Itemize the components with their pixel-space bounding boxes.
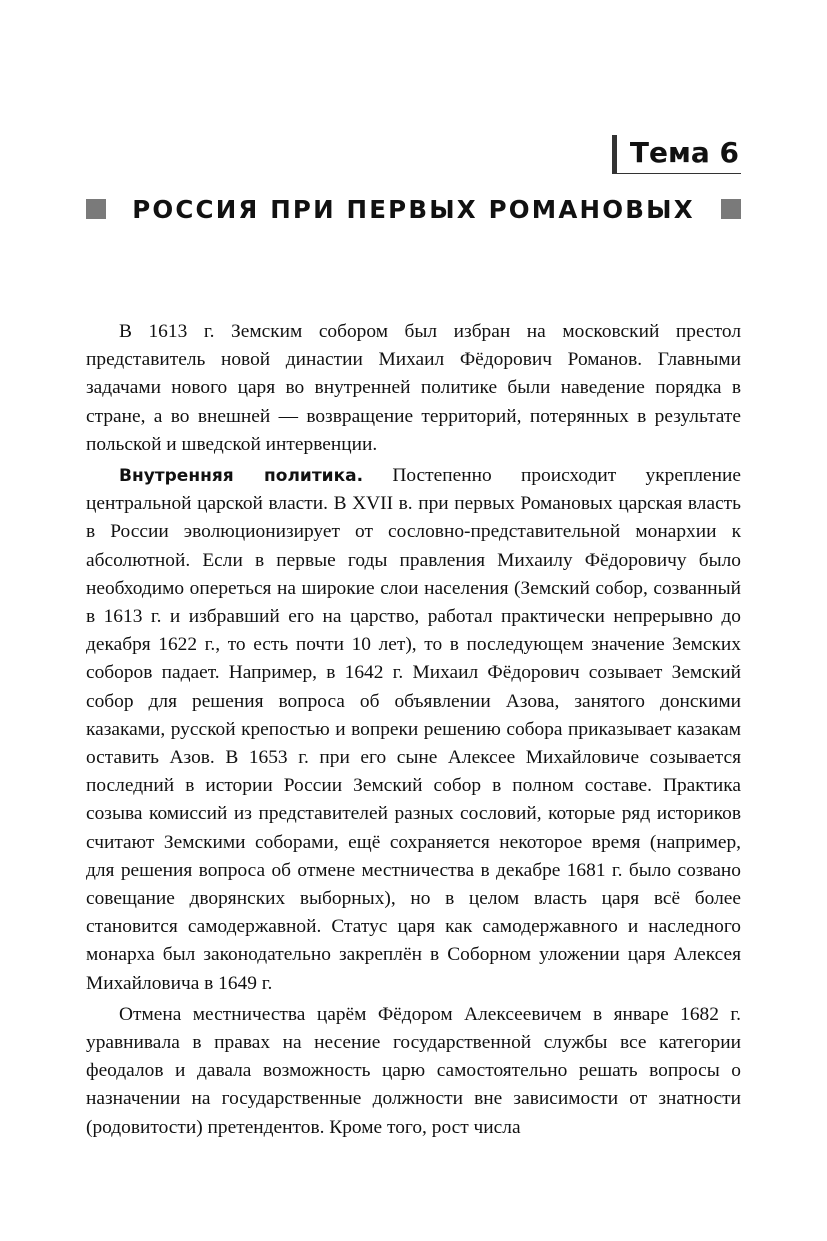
paragraph	[86, 1001, 741, 1142]
section-lead: Внутренняя политика.	[119, 466, 364, 487]
topic-label: Тема 6	[612, 135, 741, 174]
paragraph	[86, 318, 741, 459]
chapter-heading	[86, 192, 741, 226]
body-text	[86, 318, 741, 1145]
paragraph	[86, 462, 741, 998]
left-square-marker	[86, 199, 106, 219]
chapter-title: РОССИЯ ПРИ ПЕРВЫХ РОМАНОВЫХ	[132, 194, 695, 224]
paragraph-text: Отмена местничества царём Фёдором Алексеевичем в январе 1682 г. уравнивала в правах на несение государственной службы все категории феодалов и давала возможность царю самостоятельно решать вопросы о назначении на государственные должности вне зависимости от знатности (родовитости) претендентов. Кроме того, рост числа	[86, 1003, 741, 1138]
paragraph-text: Постепенно происходит укрепление центральной царской власти. В XVII в. при первых Романовых царская власть в России эволюционизирует от сословно-представительной монархии к абсолютной. Если в первые годы правления Михаилу Фёдоровичу было необходимо опереться на широкие слои населения (Земский собор, созванный в 1613 г. и избравший его на царство, работал практически непрерывно до декабря 1622 г., то есть почти 10 лет), то в последующем значение Земских соборов падает. Например, в 1642 г. Михаил Фёдорович созывает Земский собор для решения вопроса об объявлении Азова, занятого донскими казаками, русской крепостью и вопреки решению собора приказывает казакам оставить Азов. В 1653 г. при его сыне Алексее Михайловиче созывается последний в истории России Земский собор в полном составе. Практика созыва комиссий из представителей разных сословий, которые ряд историков считают Земскими соборами, ещё сохраняется некоторое время (например, для решения вопроса об отмене местничества в декабре 1681 г. было созвано совещание дворянских выборных), но в целом власть царя всё более становится самодержавной. Статус царя как самодержавного и наследного монарха был законодательно закреплён в Соборном уложении царя Алексея Михайловича в 1649 г.	[86, 465, 741, 994]
right-square-marker	[721, 199, 741, 219]
paragraph-text: В 1613 г. Земским собором был избран на московский престол представитель новой династии Михаил Фёдорович Романов. Главными задачами нового царя во внутренней политике были наведение порядка в стране, а во внешней — возвращение территорий, потерянных в результате польской и шведской интервенции.	[86, 321, 741, 455]
